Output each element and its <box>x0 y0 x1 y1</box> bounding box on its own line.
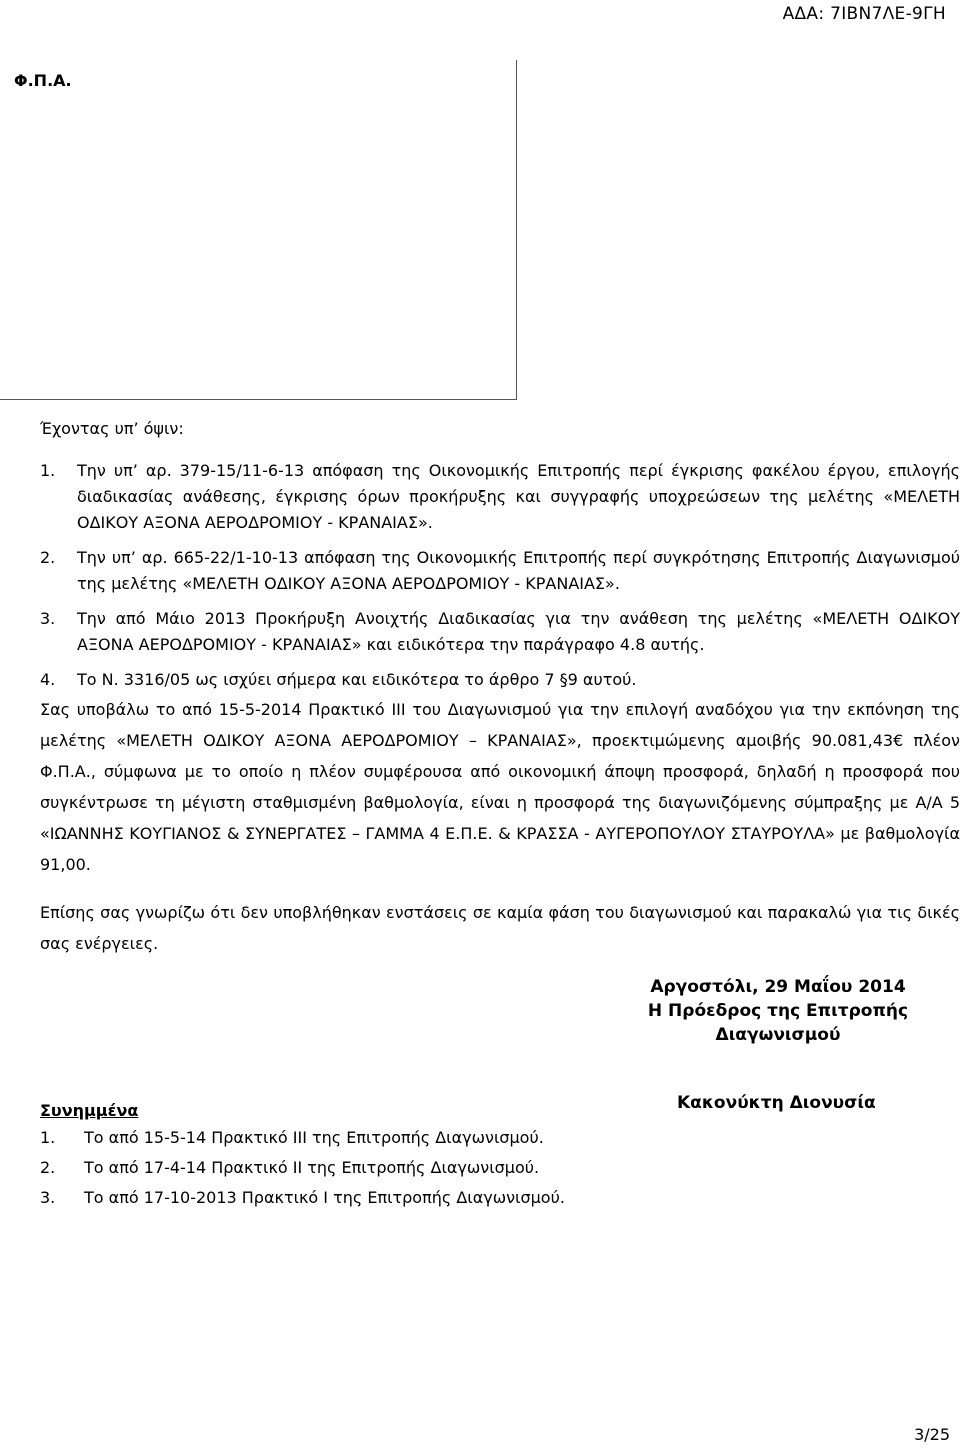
item-text: Το από 15-5-14 Πρακτικό ΙΙΙ της Επιτροπής Διαγωνισμού. <box>84 1128 544 1147</box>
address-box-horizontal-line <box>0 399 517 400</box>
date-line: Αργοστόλι, 29 Μαΐου 2014 <box>650 977 906 997</box>
attachment-item <box>40 1183 740 1213</box>
item-text: Την υπ’ αρ. 379-15/11-6-13 απόφαση της Οικονομικής Επιτροπής περί έγκρισης φακέλου έργου, επιλογής διαδικασίας ανάθεσης, έγκρισης όρων προκήρυξης και συγγραφής υποχρεώσεων της μελέτης «ΜΕΛΕΤΗ ΟΔΙΚΟΥ ΑΞΟΝΑ ΑΕΡΟΔΡΟΜΙΟΥ - ΚΡΑΝΑΙΑΣ». <box>77 461 960 532</box>
role-line: Η Πρόεδρος της Επιτροπής Διαγωνισμού <box>647 1001 909 1045</box>
consideration-item <box>40 458 960 536</box>
considerations-list <box>40 458 960 702</box>
item-text: Την υπ’ αρ. 665-22/1-10-13 απόφαση της Οικονομικής Επιτροπής περί συγκρότησης Επιτροπής Διαγωνισμού της μελέτης «ΜΕΛΕΤΗ ΟΔΙΚΟΥ ΑΞΟΝΑ ΑΕΡΟΔΡΟΜΙΟΥ - ΚΡΑΝΑΙΑΣ». <box>77 548 960 593</box>
organization-label: Φ.Π.Α. <box>14 71 72 90</box>
item-text: Το Ν. 3316/05 ως ισχύει σήμερα και ειδικότερα το άρθρο 7 §9 αυτού. <box>77 670 637 689</box>
body-paragraph-closing: Επίσης σας γνωρίζω ότι δεν υποβλήθηκαν ενστάσεις σε καμία φάση του διαγωνισμού και παρακαλώ για τις δικές σας ενέργειες. <box>40 903 960 953</box>
ada-code: ΑΔΑ: 7ΙΒΝ7ΛΕ-9ΓΗ <box>782 4 946 24</box>
address-box-vertical-line <box>516 60 517 400</box>
item-number: 2. <box>40 1158 56 1177</box>
item-text: Το από 17-10-2013 Πρακτικό Ι της Επιτροπής Διαγωνισμού. <box>84 1188 565 1207</box>
item-number: 3. <box>40 609 56 628</box>
item-number: 1. <box>40 461 56 480</box>
item-number: 1. <box>40 1128 56 1147</box>
attachment-item <box>40 1153 740 1183</box>
attachments-title: Συνημμένα <box>40 1101 139 1120</box>
consideration-item <box>40 606 960 658</box>
item-number: 2. <box>40 548 56 567</box>
item-number: 3. <box>40 1188 56 1207</box>
attachment-item <box>40 1123 740 1153</box>
consideration-item <box>40 545 960 597</box>
intro-text: Έχοντας υπ’ όψιν: <box>40 419 184 438</box>
item-number: 4. <box>40 670 56 689</box>
signer-name: Κακονύκτη Διονυσία <box>677 1093 876 1113</box>
item-text: Το από 17-4-14 Πρακτικό ΙΙ της Επιτροπής Διαγωνισμού. <box>84 1158 540 1177</box>
page-number: 3/25 <box>914 1425 950 1444</box>
consideration-item <box>40 667 960 693</box>
body-paragraph-main: Σας υποβάλω το από 15-5-2014 Πρακτικό ΙΙΙ του Διαγωνισμού για την επιλογή αναδόχου για την εκπόνηση της μελέτης «ΜΕΛΕΤΗ ΟΔΙΚΟΥ ΑΞΟΝΑ ΑΕΡΟΔΡΟΜΙΟΥ – ΚΡΑΝΑΙΑΣ», προεκτιμώμενης αμοιβής 90.081,43€ πλέον Φ.Π.Α., σύμφωνα με το οποίο η πλέον συμφέρουσα από οικονομική άποψη προσφορά, δηλαδή η προσφορά που συγκέντρωσε τη μέγιστη σταθμισμένη βαθμολογία, είναι η προσφορά της διαγωνιζόμενης σύμπραξης με Α/Α 5 «ΙΩΑΝΝΗΣ ΚΟΥΓΙΑΝΟΣ & ΣΥΝΕΡΓΑΤΕΣ – ΓΑΜΜΑ 4 Ε.Π.Ε. & ΚΡΑΣΣΑ - ΑΥΓΕΡΟΠΟΥΛΟΥ ΣΤΑΥΡΟΥΛΑ» με βαθμολογία 91,00. <box>40 700 960 874</box>
attachments-list <box>40 1123 740 1213</box>
item-text: Την από Μάιο 2013 Προκήρυξη Ανοιχτής Διαδικασίας για την ανάθεση της μελέτης «ΜΕΛΕΤΗ ΟΔΙΚΟΥ ΑΞΟΝΑ ΑΕΡΟΔΡΟΜΙΟΥ - ΚΡΑΝΑΙΑΣ» και ειδικότερα την παράγραφο 4.8 αυτής. <box>77 609 960 654</box>
signature-block <box>600 975 956 1047</box>
